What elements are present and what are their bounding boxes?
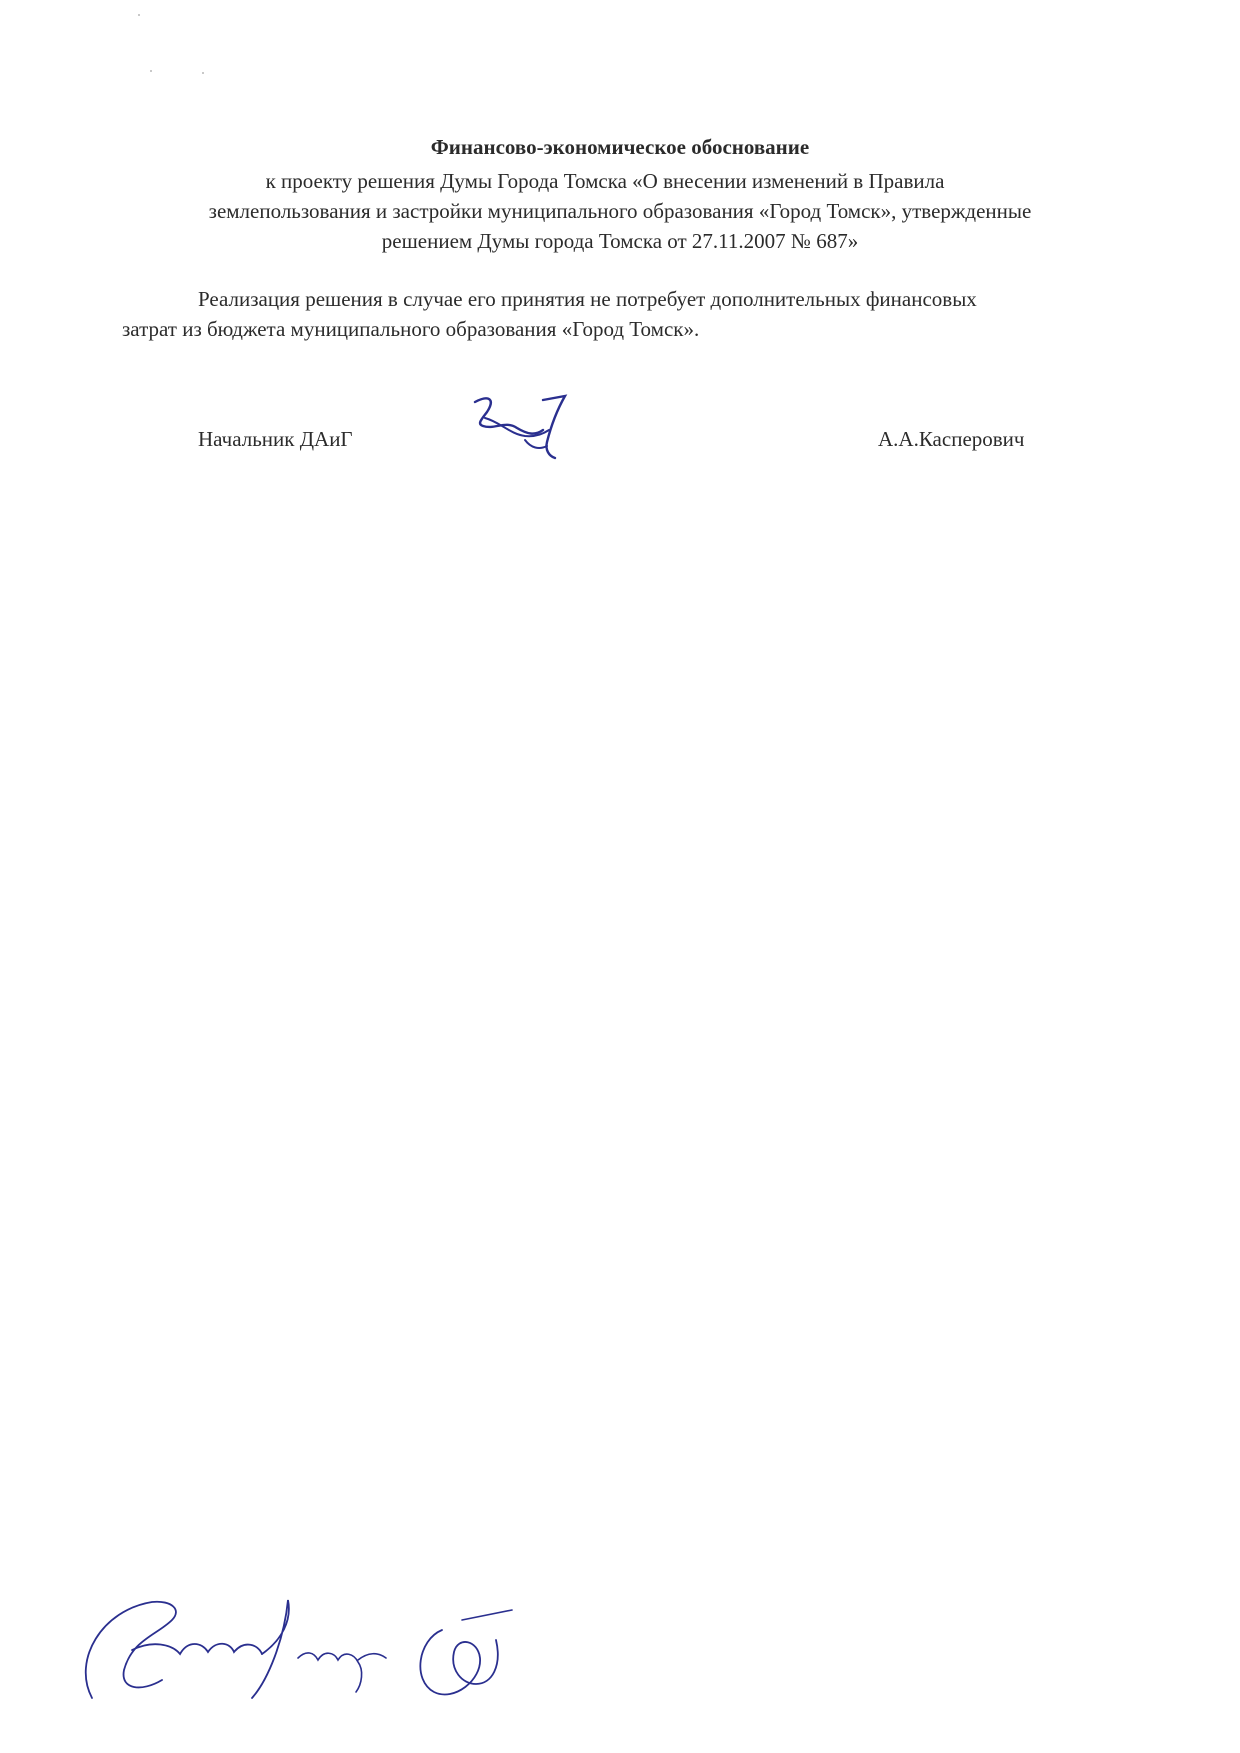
- document-subtitle: [120, 166, 1120, 256]
- scan-speck: [202, 72, 204, 74]
- body-line: Реализация решения в случае его принятия не потребует дополнительных финансовых: [198, 287, 977, 311]
- subtitle-line: землепользования и застройки муниципального образования «Город Томск», утвержденные: [208, 199, 1032, 223]
- document-body: [122, 284, 1122, 344]
- signer-name: А.А.Касперович: [878, 427, 1025, 451]
- handwritten-signature: [465, 390, 575, 470]
- scan-speck: [138, 14, 140, 16]
- subtitle-line: к проекту решения Думы Города Томска «О внесении изменений в Правила: [265, 169, 945, 193]
- approval-signatures: [62, 1580, 522, 1710]
- scan-speck: [150, 70, 152, 72]
- body-line: затрат из бюджета муниципального образования «Город Томск».: [122, 317, 700, 341]
- document-title: Финансово-экономическое обоснование: [430, 135, 810, 159]
- signer-role: Начальник ДАиГ: [198, 427, 353, 451]
- subtitle-line: решением Думы города Томска от 27.11.2007 № 687»: [381, 229, 859, 253]
